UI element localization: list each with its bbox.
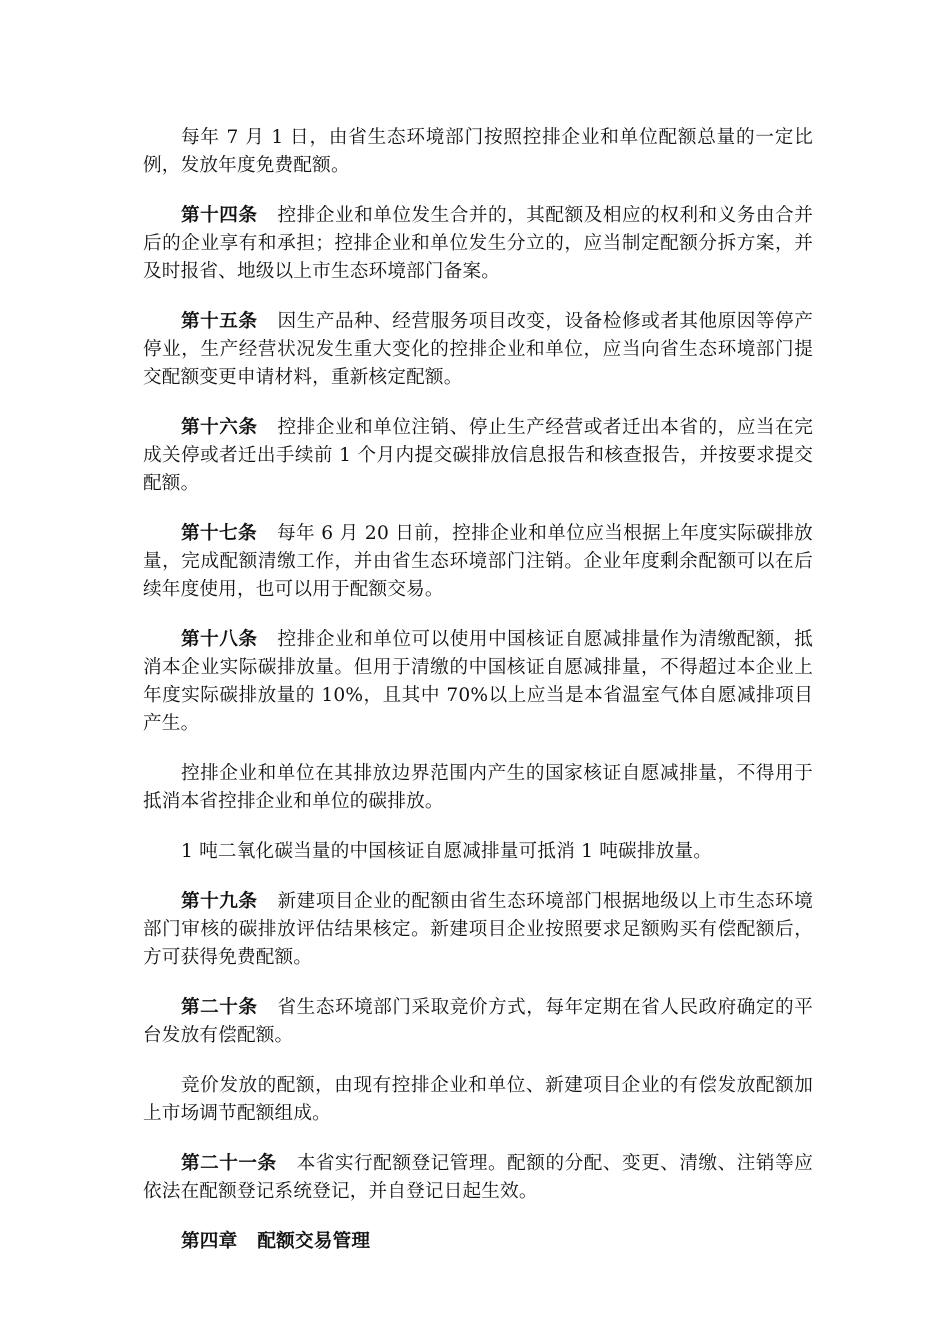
article-19 [143,888,813,972]
article-number: 第二十一条 [181,1153,277,1174]
article-number: 第十五条 [181,311,258,332]
article-number: 第十八条 [181,629,258,650]
paragraph-11 [143,1072,813,1128]
article-17 [143,520,813,604]
article-15 [143,308,813,392]
article-16 [143,414,813,498]
article-text: 新建项目企业的配额由省生态环境部门根据地级以上市生态环境部门审核的碳排放评估结果核定。新建项目企业按照要求足额购买有偿配额后，方可获得免费配额。 [143,891,813,968]
article-text: 因生产品种、经营服务项目改变，设备检修或者其他原因等停产停业，生产经营状况发生重大变化的控排企业和单位，应当向省生态环境部门提交配额变更申请材料，重新核定配额。 [143,311,813,388]
document-body [143,124,813,1256]
paragraph-text: 1 吨二氧化碳当量的中国核证自愿减排量可抵消 1 吨碳排放量。 [181,841,713,862]
chapter-number: 第四章 [181,1231,238,1252]
article-number: 第二十条 [181,997,258,1018]
article-text: 控排企业和单位发生合并的，其配额及相应的权利和义务由合并后的企业享有和承担；控排企业和单位发生分立的，应当制定配额分拆方案，并及时报省、地级以上市生态环境部门备案。 [143,205,813,282]
article-text: 本省实行配额登记管理。配额的分配、变更、清缴、注销等应依法在配额登记系统登记，并自登记日起生效。 [143,1153,813,1202]
article-text: 控排企业和单位注销、停止生产经营或者迁出本省的，应当在完成关停或者迁出手续前 1 个月内提交碳排放信息报告和核查报告，并按要求提交配额。 [143,417,813,494]
article-21 [143,1150,813,1206]
chapter-heading [143,1228,813,1256]
paragraph-1 [143,124,813,180]
paragraph-text: 控排企业和单位在其排放边界范围内产生的国家核证自愿减排量，不得用于抵消本省控排企业和单位的碳排放。 [143,763,813,812]
article-18 [143,626,813,738]
chapter-title: 配额交易管理 [257,1231,371,1252]
article-text: 控排企业和单位可以使用中国核证自愿减排量作为清缴配额，抵消本企业实际碳排放量。但用于清缴的中国核证自愿减排量，不得超过本企业上年度实际碳排放量的 10%，且其中 70%以上应当是本省温室气体自愿减排项目产生。 [143,629,813,734]
article-text: 省生态环境部门采取竞价方式，每年定期在省人民政府确定的平台发放有偿配额。 [143,997,813,1046]
article-number: 第十六条 [181,417,258,438]
article-number: 第十四条 [181,205,258,226]
paragraph-8 [143,838,813,866]
article-number: 第十九条 [181,891,258,912]
paragraph-text: 每年 7 月 1 日，由省生态环境部门按照控排企业和单位配额总量的一定比例，发放年度免费配额。 [143,127,813,176]
paragraph-7 [143,760,813,816]
article-20 [143,994,813,1050]
article-number: 第十七条 [181,523,257,544]
article-text: 每年 6 月 20 日前，控排企业和单位应当根据上年度实际碳排放量，完成配额清缴工作，并由省生态环境部门注销。企业年度剩余配额可以在后续年度使用，也可以用于配额交易。 [143,523,813,600]
paragraph-text: 竞价发放的配额，由现有控排企业和单位、新建项目企业的有偿发放配额加上市场调节配额组成。 [143,1075,813,1124]
article-14 [143,202,813,286]
